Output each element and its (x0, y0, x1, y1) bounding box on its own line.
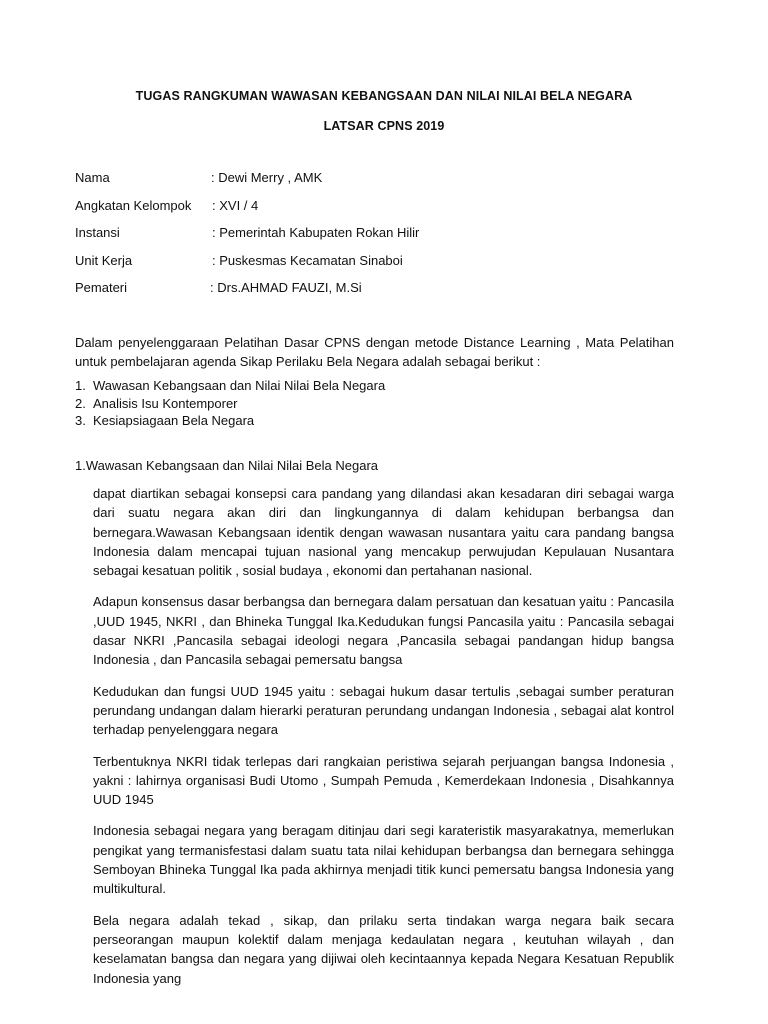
info-label: Angkatan Kelompok (75, 197, 192, 213)
list-item (75, 377, 635, 395)
list-number: 1. (75, 378, 86, 393)
info-row-nama (75, 170, 675, 198)
info-label: Instansi (75, 225, 120, 240)
body-paragraph: Adapun konsensus dasar berbangsa dan bernegara dalam persatuan dan kesatuan yaitu : Pancasila ,UUD 1945, NKRI , dan Bhineka Tunggal Ika.Kedudukan fungsi Pancasila yaitu : Pancasila sebagai dasar NKRI ,Pancasila sebagai ideologi negara ,Pancasila sebagai pandangan hidup bangsa Indonesia , dan Pancasila sebagai pemersatu bangsa (93, 594, 674, 668)
body-paragraph: dapat diartikan sebagai konsepsi cara pandang yang dilandasi akan kesadaran diri sebagai warga dari suatu negara akan diri dan lingkungannya di dalam kehidupan berbangsa dan bernegara.Wawasan Kebangsaan identik dengan wawasan nusantara yaitu cara pandang bangsa Indonesia dalam mencapai tujuan nasional yang mencakup perwujudan Kepulauan Nusantara sebagai kesatuan politik , sosial budaya , ekonomi dan pertahanan nasional. (93, 486, 674, 579)
section-heading: 1.Wawasan Kebangsaan dan Nilai Nilai Bela Negara (75, 458, 379, 473)
info-row-angkatan (75, 198, 675, 226)
info-row-pemateri (75, 280, 675, 308)
document-subtitle: LATSAR CPNS 2019 (323, 119, 445, 133)
info-value: : Dewi Merry , AMK (211, 170, 323, 185)
document-title: TUGAS RANGKUMAN WAWASAN KEBANGSAAN DAN NILAI NILAI BELA NEGARA (135, 89, 633, 103)
body-paragraph: Bela negara adalah tekad , sikap, dan prilaku serta tindakan warga negara baik secara perseorangan maupun kolektif dalam menjaga kedaulatan negara , keutuhan wilayah , dan keselamatan bangsa dan negara yang dijiwai oleh kecintaannya kepada Negara Kesatuan Republik Indonesia yang (93, 912, 674, 986)
info-label: Nama (75, 170, 110, 185)
agenda-list (75, 377, 635, 430)
list-text: Analisis Isu Kontemporer (93, 395, 238, 411)
list-text: Kesiapsiagaan Bela Negara (93, 413, 255, 428)
body-paragraph: Kedudukan dan fungsi UUD 1945 yaitu : sebagai hukum dasar tertulis ,sebagai sumber peraturan perundang undangan dalam hierarki peraturan perundang undangan Indonesia , sebagai alat kontrol terhadap penyelenggara negara (93, 683, 674, 738)
list-number: 3. (75, 413, 86, 428)
identity-table (75, 170, 675, 308)
body-paragraph: Terbentuknya NKRI tidak terlepas dari rangkaian peristiwa sejarah perjuangan bangsa Indonesia , yakni : lahirnya organisasi Budi Utomo , Sumpah Pemuda , Kemerdekaan Indonesia , Disahkannya UUD 1945 (93, 753, 674, 808)
info-row-unit-kerja (75, 253, 675, 281)
list-number: 2. (75, 395, 86, 411)
list-text: Wawasan Kebangsaan dan Nilai Nilai Bela Negara (93, 378, 386, 393)
info-label: Pemateri (75, 280, 128, 295)
info-value: : Puskesmas Kecamatan Sinaboi (212, 252, 403, 268)
info-row-instansi (75, 225, 675, 253)
info-value: : Drs.AHMAD FAUZI, M.Si (210, 280, 362, 295)
intro-paragraph: Dalam penyelenggaraan Pelatihan Dasar CPNS dengan metode Distance Learning , Mata Pelatihan untuk pembelajaran agenda Sikap Perilaku Bela Negara adalah sebagai berikut : (75, 335, 674, 369)
section-body (93, 484, 674, 1000)
body-paragraph: Indonesia sebagai negara yang beragam ditinjau dari segi karateristik masyarakatnya, memerlukan pengikat yang termanisfestasi dalam suatu tata nilai kehidupan berbangsa dan bernegara sehingga Semboyan Bhineka Tunggal Ika pada akhirnya menjadi titik kunci pemersatu bangsa Indonesia yang multikultural. (93, 823, 674, 897)
list-item (75, 395, 635, 413)
info-value: : Pemerintah Kabupaten Rokan Hilir (212, 225, 420, 240)
list-item (75, 412, 635, 430)
info-value: : XVI / 4 (212, 197, 259, 213)
info-label: Unit Kerja (75, 252, 133, 268)
